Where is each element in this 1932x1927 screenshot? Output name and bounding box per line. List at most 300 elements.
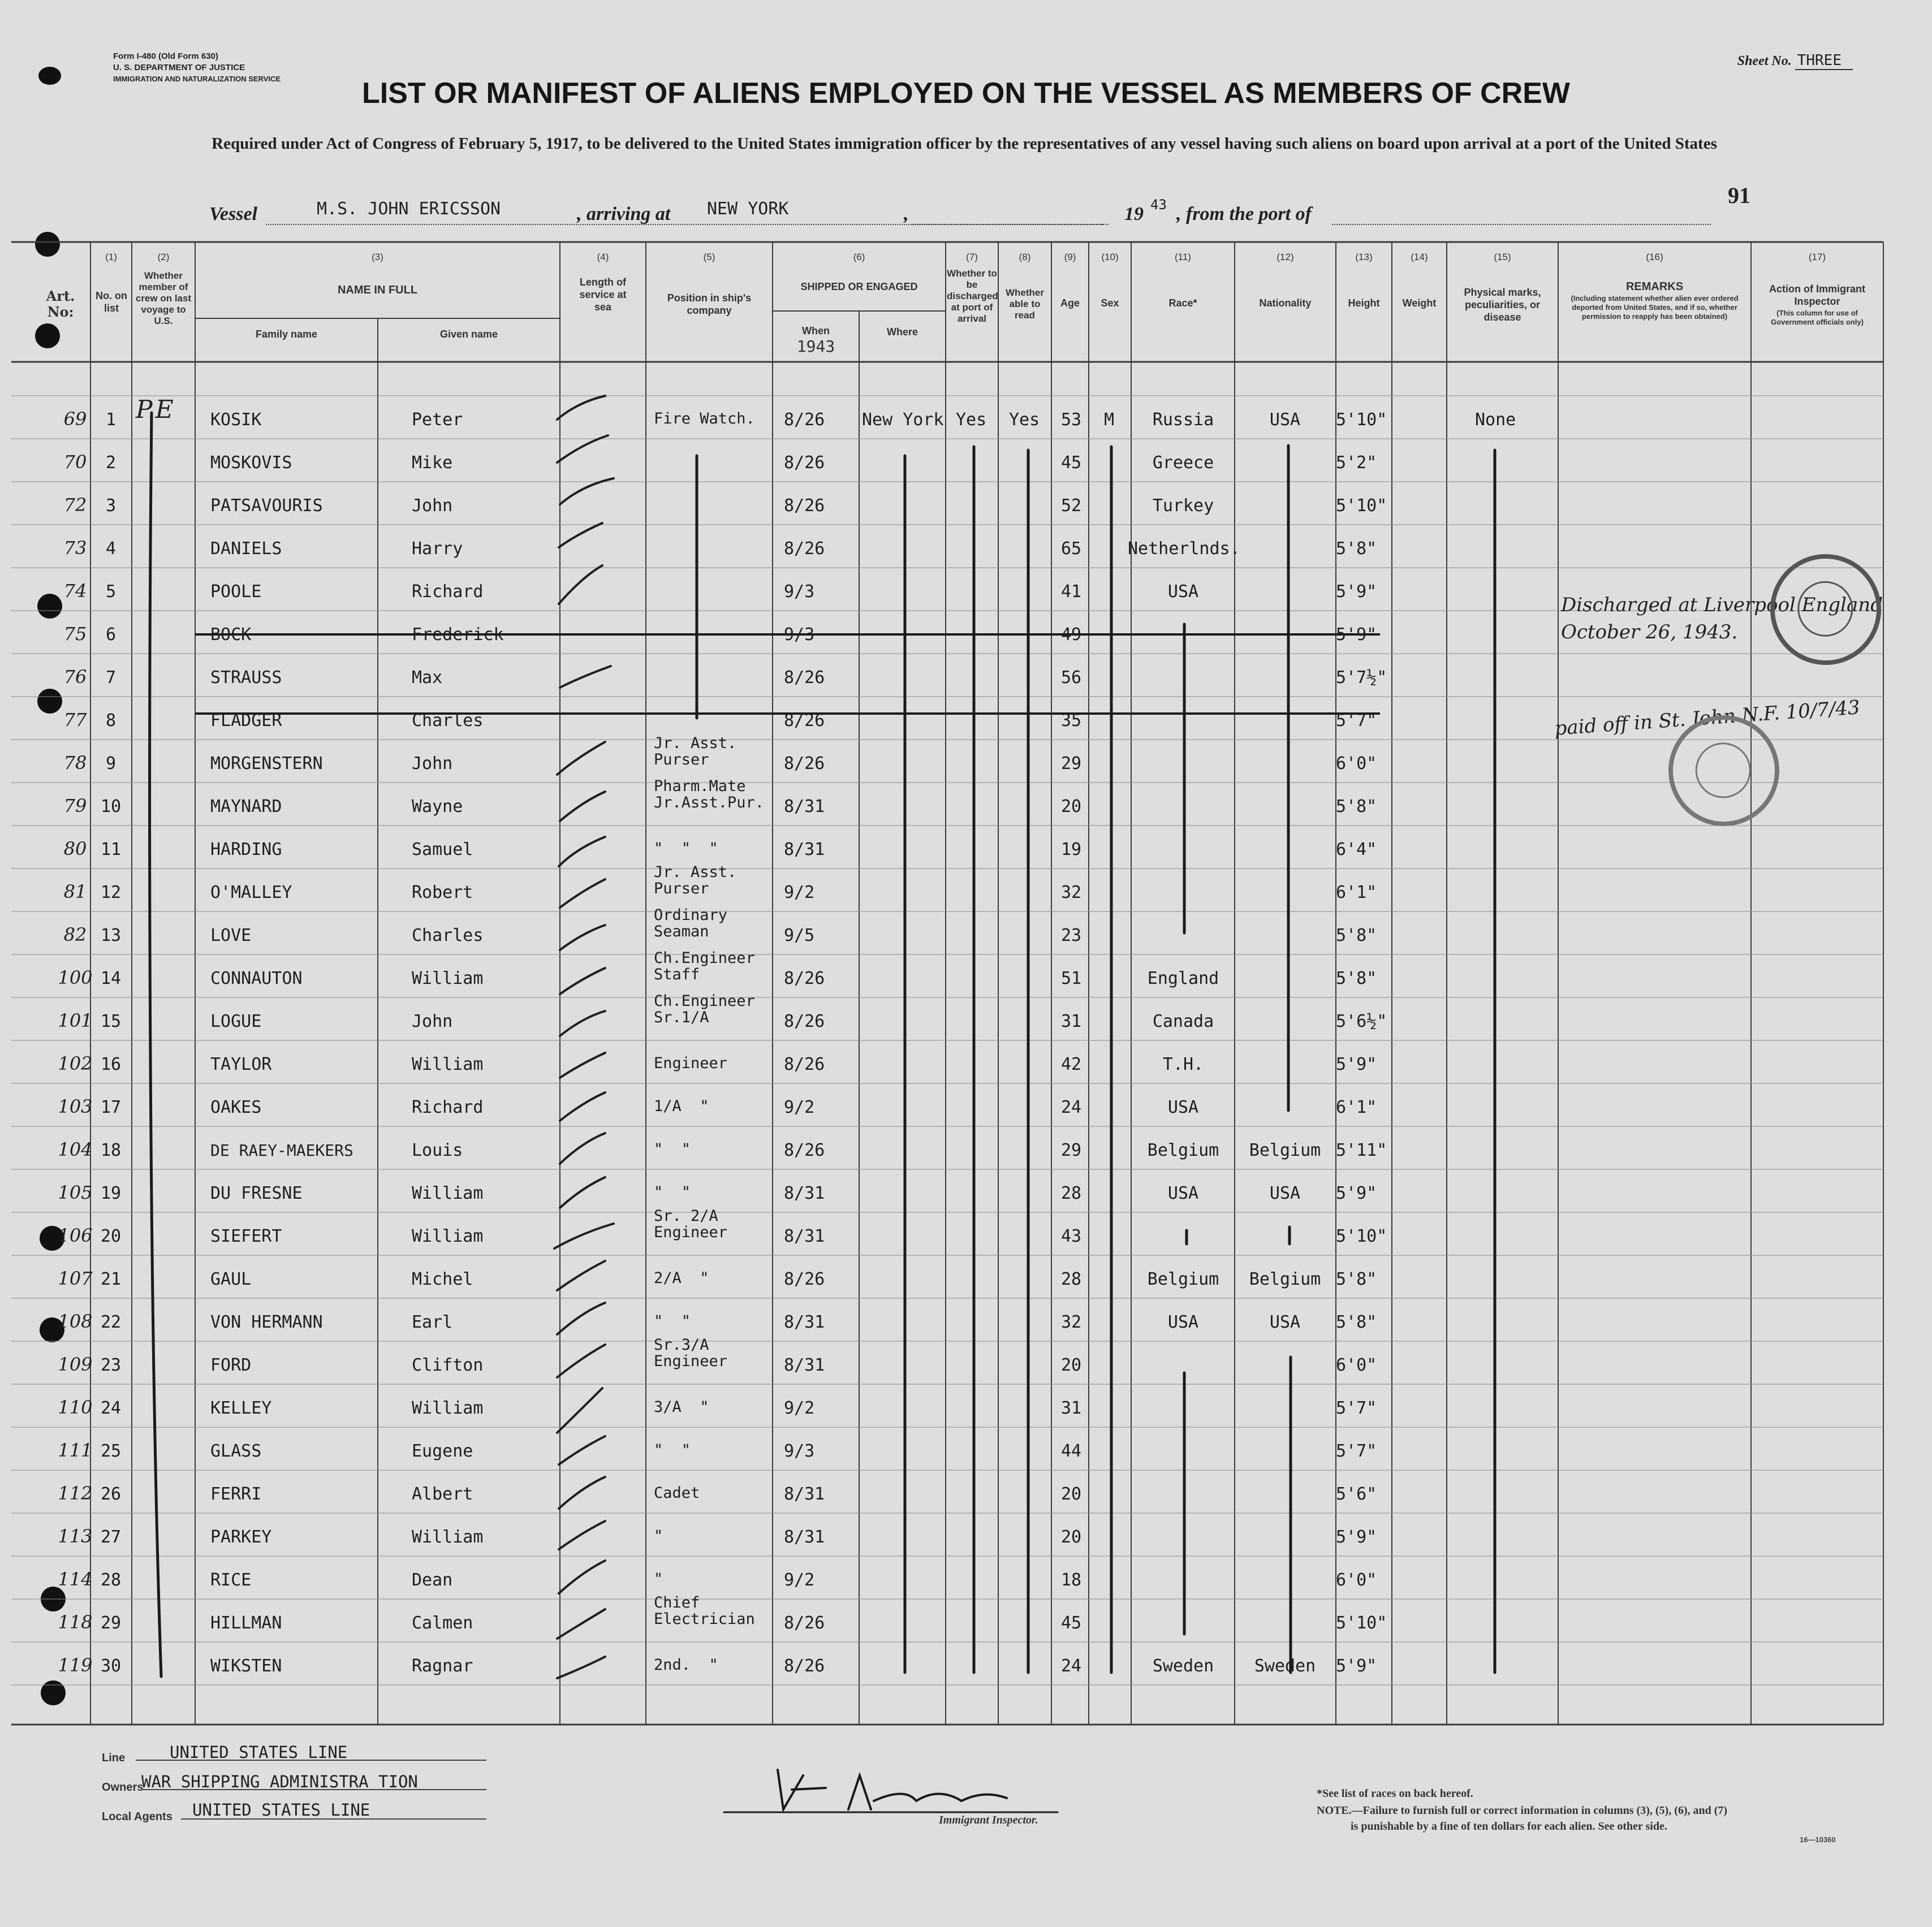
crew-row	[0, 1516, 1932, 1559]
art-number: 81	[63, 881, 87, 902]
position: Ordinary Seaman	[654, 906, 728, 940]
art-number: 105	[58, 1182, 93, 1203]
family-name: MOSKOVIS	[210, 453, 292, 473]
family-name: DU FRESNE	[210, 1183, 303, 1203]
art-number: 107	[58, 1268, 93, 1289]
crew-row	[0, 1087, 1932, 1130]
given-name: William	[412, 1183, 484, 1203]
form-number: Form I-480 (Old Form 630)	[113, 51, 218, 61]
given-name: William	[412, 1055, 484, 1074]
art-number: 108	[58, 1311, 93, 1332]
height: 5'6"	[1336, 1484, 1377, 1504]
height: 5'9"	[1336, 1183, 1377, 1203]
family-name: SIEFERT	[210, 1226, 282, 1246]
col16-number: (16)	[1646, 252, 1663, 262]
col10-header: Sex	[1101, 297, 1119, 309]
department-name: U. S. DEPARTMENT OF JUSTICE	[113, 63, 245, 72]
height: 5'10"	[1336, 496, 1387, 516]
crew-row	[0, 1207, 1932, 1259]
art-no-label: Art. No:	[46, 288, 75, 320]
age: 52	[1061, 496, 1082, 516]
art-number: 104	[58, 1139, 93, 1160]
position: Sr.3/A Engineer	[654, 1336, 728, 1370]
race: Netherlnds.	[1128, 539, 1240, 559]
given-name: William	[412, 1527, 484, 1547]
height: 5'9"	[1336, 582, 1377, 602]
when-year: 1943	[796, 337, 835, 356]
given-name: Earl	[412, 1312, 453, 1332]
height: 5'11"	[1336, 1140, 1387, 1160]
crew-row	[0, 949, 1932, 1001]
family-name: LOVE	[210, 926, 252, 945]
crew-row	[0, 485, 1932, 528]
year-suffix: 43	[1150, 197, 1167, 213]
age: 20	[1061, 1484, 1082, 1504]
art-number: 106	[58, 1225, 93, 1246]
col15-number: (15)	[1494, 252, 1511, 262]
list-number: 28	[100, 1570, 122, 1590]
art-number: 75	[63, 623, 87, 645]
list-number: 8	[105, 711, 117, 731]
col12-header: Nationality	[1259, 297, 1312, 309]
shipped-when: 8/31	[784, 1527, 825, 1547]
col5-header: Position in ship's company	[667, 292, 752, 316]
year-prefix: 19	[1124, 204, 1144, 224]
age: 45	[1061, 453, 1082, 473]
age: 19	[1061, 840, 1082, 859]
crew-row	[0, 1645, 1932, 1688]
shipped-when: 8/26	[784, 1012, 825, 1031]
col14-number: (14)	[1411, 252, 1428, 262]
col13-number: (13)	[1355, 252, 1373, 262]
shipped-when: 9/2	[784, 1098, 815, 1117]
age: 35	[1061, 711, 1082, 731]
given-name: John	[412, 496, 453, 516]
age: 31	[1061, 1398, 1082, 1418]
height: 5'7"	[1336, 1398, 1377, 1418]
shipped-when: 8/26	[784, 1269, 825, 1289]
position: Jr. Asst. Purser	[654, 734, 737, 768]
line-value: UNITED STATES LINE	[170, 1743, 348, 1762]
family-name: O'MALLEY	[210, 883, 292, 902]
position: "	[654, 1527, 663, 1545]
art-number: 76	[63, 666, 87, 688]
age: 29	[1061, 754, 1082, 774]
family-name: RICE	[210, 1570, 252, 1590]
given-name: Louis	[412, 1140, 463, 1160]
able-to-read: Yes	[1009, 410, 1040, 430]
sheet-number-value: THREE	[1795, 52, 1853, 70]
line-label: Line	[102, 1752, 126, 1764]
remark-bock-discharged: Discharged at Liverpool England October 26, 1943.	[1561, 594, 1883, 643]
age: 41	[1061, 582, 1082, 602]
height: 6'0"	[1336, 1570, 1377, 1590]
art-number: 113	[58, 1526, 93, 1547]
shipped-when: 8/26	[784, 969, 825, 988]
given-name: Albert	[412, 1484, 473, 1504]
family-name: MORGENSTERN	[210, 754, 323, 774]
shipped-when: 9/2	[784, 1398, 815, 1418]
age: 45	[1061, 1613, 1082, 1633]
col7-header: Whether to be discharged at port of arrival	[947, 268, 998, 324]
shipped-when: 8/31	[784, 1312, 825, 1332]
sex: M	[1104, 410, 1115, 430]
owners-value: WAR SHIPPING ADMINISTRA TION	[141, 1772, 418, 1791]
art-number: 112	[58, 1483, 93, 1504]
age: 31	[1061, 1012, 1082, 1031]
given-name: Richard	[412, 1098, 484, 1117]
height: 5'9"	[1336, 1055, 1377, 1074]
age: 44	[1061, 1441, 1082, 1461]
list-number: 1	[105, 410, 117, 430]
crew-row	[0, 1302, 1932, 1345]
family-name: CONNAUTON	[210, 969, 303, 988]
list-number: 30	[100, 1656, 122, 1676]
nationality: USA	[1269, 1183, 1301, 1203]
position: Fire Watch.	[654, 410, 755, 427]
given-name: Eugene	[412, 1441, 473, 1461]
col2-header: Whether member of crew on last voyage to U.S.	[135, 270, 192, 326]
from-port-label: , from the port of	[1176, 204, 1312, 224]
list-number: 23	[100, 1355, 122, 1375]
given-name: Peter	[412, 410, 463, 430]
col4-header: Length of service at sea	[579, 276, 627, 313]
given-name: Clifton	[412, 1355, 484, 1375]
races-note: *See list of races on back hereof.	[1317, 1787, 1473, 1800]
list-number: 26	[100, 1484, 122, 1504]
arriving-label: , arriving at	[577, 204, 671, 224]
vessel-name: M.S. JOHN ERICSSON	[317, 199, 501, 219]
list-number: 7	[105, 668, 117, 688]
art-number: 78	[63, 752, 87, 774]
col1-header: No. on list	[96, 290, 127, 314]
family-name: GLASS	[210, 1441, 262, 1461]
height: 5'2"	[1336, 453, 1377, 473]
col9-header: Age	[1060, 297, 1080, 309]
position: 2nd. "	[654, 1656, 718, 1674]
race: Russia	[1152, 410, 1214, 430]
crew-row	[0, 1388, 1932, 1431]
family-name: KOSIK	[210, 410, 262, 430]
age: 24	[1061, 1656, 1082, 1676]
list-number: 18	[100, 1140, 122, 1160]
art-number: 100	[58, 967, 93, 988]
list-number: 24	[100, 1398, 122, 1418]
race: Sweden	[1152, 1656, 1214, 1676]
crew-row	[0, 1044, 1932, 1087]
nationality: USA	[1269, 1312, 1301, 1332]
art-number: 114	[58, 1569, 93, 1590]
crew-row	[0, 1173, 1932, 1216]
given-name: Charles	[412, 711, 484, 731]
where-header: Where	[886, 326, 918, 338]
race: T.H.	[1162, 1055, 1204, 1074]
list-number: 14	[100, 969, 122, 988]
position: " "	[654, 1312, 691, 1330]
col5-number: (5)	[703, 252, 715, 262]
race: USA	[1167, 1312, 1199, 1332]
given-name: Max	[412, 668, 443, 688]
shipped-when: 8/26	[784, 711, 825, 731]
when-header: When	[802, 325, 830, 336]
art-number: 73	[63, 537, 87, 559]
age: 65	[1061, 539, 1082, 559]
height: 6'1"	[1336, 1098, 1377, 1117]
family-name: PATSAVOURIS	[210, 496, 323, 516]
agents-value: UNITED STATES LINE	[192, 1800, 370, 1820]
height: 5'6½"	[1336, 1012, 1387, 1031]
height: 5'7½"	[1336, 668, 1387, 688]
nationality: Belgium	[1249, 1269, 1321, 1289]
page-subtitle: Required under Act of Congress of February 5, 1917, to be delivered to the United States immigration officer by the representatives of any vessel having such aliens on board upon arrival at a port of the United States	[212, 135, 1717, 153]
penalty-note: NOTE.—Failure to furnish full or correct information in columns (3), (5), (6), and (7)	[1317, 1804, 1728, 1817]
height: 6'4"	[1336, 840, 1377, 859]
given-name: Samuel	[412, 840, 473, 859]
col9-number: (9)	[1064, 252, 1076, 262]
owners-label: Owners	[102, 1781, 144, 1794]
family-name: FORD	[210, 1355, 252, 1375]
family-name: OAKES	[210, 1098, 262, 1117]
given-name: Charles	[412, 926, 484, 945]
position: Jr. Asst. Purser	[654, 863, 737, 897]
height: 5'7"	[1336, 1441, 1377, 1461]
inspector-signature	[724, 1770, 1058, 1812]
page-number: 91	[1728, 183, 1750, 208]
age: 32	[1061, 883, 1082, 902]
shipped-when: 8/31	[784, 1226, 825, 1246]
art-number: 103	[58, 1096, 93, 1117]
penalty-note-cont: is punishable by a fine of ten dollars for each alien. See other side.	[1351, 1820, 1667, 1833]
col3-header: NAME IN FULL	[337, 284, 418, 296]
position: Ch.Engineer Sr.1/A	[654, 992, 755, 1026]
col13-header: Height	[1348, 297, 1380, 309]
position: " "	[654, 1183, 691, 1201]
shipped-when: 8/26	[784, 668, 825, 688]
shipped-when: 9/3	[784, 582, 815, 602]
age: 18	[1061, 1570, 1082, 1590]
family-name: HILLMAN	[210, 1613, 282, 1633]
list-number: 15	[100, 1012, 122, 1031]
list-number: 19	[100, 1183, 122, 1203]
position: Pharm.Mate Jr.Asst.Pur.	[654, 777, 765, 811]
height: 5'8"	[1336, 1269, 1377, 1289]
remark-fladger-paid-off: paid off in St. John N.F. 10/7/43	[1554, 696, 1861, 740]
height: 5'9"	[1336, 1656, 1377, 1676]
position: Sr. 2/A Engineer	[654, 1207, 728, 1241]
art-number: 74	[63, 580, 87, 602]
list-number: 16	[100, 1055, 122, 1074]
family-name-header: Family name	[255, 329, 318, 340]
discharge-flag: Yes	[956, 410, 987, 430]
given-name: Mike	[412, 453, 453, 473]
position: 2/A "	[654, 1269, 709, 1287]
shipped-when: 9/3	[784, 1441, 815, 1461]
race: Belgium	[1147, 1140, 1219, 1160]
age: 53	[1061, 410, 1082, 430]
voyage-line: Vessel M.S. JOHN ERICSSON , arriving at NEW YORK , 19 43 , from the port of	[209, 197, 1736, 225]
crew-row	[0, 1559, 1932, 1602]
family-name: WIKSTEN	[210, 1656, 282, 1676]
position: Chief Electrician	[654, 1594, 755, 1628]
height: 5'10"	[1336, 410, 1387, 430]
list-number: 27	[100, 1527, 122, 1547]
col15-header: Physical marks, peculiarities, or disease	[1464, 287, 1541, 323]
page-title: LIST OR MANIFEST OF ALIENS EMPLOYED ON THE VESSEL AS MEMBERS OF CREW	[362, 77, 1570, 110]
art-number: 119	[58, 1654, 93, 1676]
given-name: William	[412, 1226, 484, 1246]
age: 20	[1061, 1355, 1082, 1375]
list-number: 2	[105, 453, 117, 473]
age: 20	[1061, 797, 1082, 816]
race: Canada	[1152, 1012, 1214, 1031]
shipped-when: 8/26	[784, 1055, 825, 1074]
height: 5'8"	[1336, 1312, 1377, 1332]
art-number: 80	[63, 838, 87, 859]
list-number: 3	[105, 496, 117, 516]
art-number: 82	[63, 924, 87, 945]
list-number: 20	[100, 1226, 122, 1246]
given-name: John	[412, 1012, 453, 1031]
family-name: PARKEY	[210, 1527, 272, 1547]
family-name: MAYNARD	[210, 797, 282, 816]
given-name: Calmen	[412, 1613, 473, 1633]
vessel-label: Vessel	[209, 204, 257, 224]
position: " "	[654, 1140, 691, 1158]
shipped-when: 9/5	[784, 926, 815, 945]
list-number: 17	[100, 1098, 122, 1117]
crew-row	[0, 395, 1932, 442]
col4-number: (4)	[597, 252, 609, 262]
crew-row	[0, 1336, 1932, 1388]
given-name: Wayne	[412, 797, 463, 816]
given-name: Robert	[412, 883, 473, 902]
shipped-when: 8/31	[784, 1183, 825, 1203]
list-number: 5	[105, 582, 117, 602]
race: Turkey	[1152, 496, 1214, 516]
position: Cadet	[654, 1484, 700, 1502]
crew-row	[0, 829, 1932, 872]
art-number: 72	[63, 494, 87, 516]
position: "	[654, 1570, 663, 1588]
col6-header: SHIPPED OR ENGAGED	[800, 281, 918, 292]
col6-number: (6)	[853, 252, 865, 262]
art-number: 70	[63, 451, 87, 473]
age: 32	[1061, 1312, 1082, 1332]
family-name: STRAUSS	[210, 668, 282, 688]
given-name: Ragnar	[412, 1656, 473, 1676]
height: 5'10"	[1336, 1226, 1387, 1246]
age: 20	[1061, 1527, 1082, 1547]
col3-number: (3)	[372, 252, 383, 262]
col11-header: Race*	[1168, 297, 1197, 309]
race: USA	[1167, 1098, 1199, 1117]
shipped-where: New York	[862, 410, 944, 430]
family-name: TAYLOR	[210, 1055, 272, 1074]
list-number: 13	[100, 926, 122, 945]
given-name: John	[412, 754, 453, 774]
crew-row	[0, 777, 1932, 829]
col17-number: (17)	[1808, 252, 1826, 262]
print-code: 16—10360	[1800, 1835, 1836, 1844]
given-name: Richard	[412, 582, 484, 602]
shipped-when: 8/26	[784, 1140, 825, 1160]
age: 43	[1061, 1226, 1082, 1246]
arrival-port: NEW YORK	[707, 199, 789, 219]
nationality: Belgium	[1249, 1140, 1321, 1160]
race: England	[1147, 969, 1219, 988]
race: USA	[1167, 582, 1199, 602]
height: 5'8"	[1336, 926, 1377, 945]
crew-row	[0, 863, 1932, 915]
shipped-when: 8/26	[784, 453, 825, 473]
given-name-header: Given name	[439, 329, 498, 340]
crew-row	[0, 906, 1932, 958]
crew-row	[0, 528, 1932, 571]
position: " " "	[654, 840, 718, 857]
col17-note: (This column for use of Government officials only)	[1771, 309, 1864, 326]
given-name: Dean	[412, 1570, 453, 1590]
physical-marks: None	[1475, 410, 1516, 430]
race: Belgium	[1147, 1269, 1219, 1289]
sheet-number-label: Sheet No.	[1737, 54, 1792, 68]
col7-number: (7)	[966, 252, 978, 262]
art-number: 102	[58, 1053, 93, 1074]
family-name: DE RAEY-MAEKERS	[210, 1141, 353, 1160]
list-number: 25	[100, 1441, 122, 1461]
art-number: 110	[58, 1397, 93, 1418]
crew-row	[0, 1431, 1932, 1474]
col16-note: (Including statement whether alien ever ordered deported from United States, and if so, whether permission to reapply has been obtained)	[1571, 294, 1739, 321]
family-name: VON HERMANN	[210, 1312, 323, 1332]
shipped-when: 8/31	[784, 840, 825, 859]
col11-number: (11)	[1175, 252, 1191, 262]
position: 1/A "	[654, 1098, 709, 1115]
height: 6'0"	[1336, 754, 1377, 774]
family-name: KELLEY	[210, 1398, 272, 1418]
art-number: 69	[63, 408, 87, 430]
age: 56	[1061, 668, 1082, 688]
age: 51	[1061, 969, 1082, 988]
col17-header: Action of Immigrant Inspector	[1769, 283, 1865, 307]
crew-row	[0, 1594, 1932, 1645]
nationality: Sweden	[1254, 1656, 1316, 1676]
col16-header: REMARKS	[1625, 280, 1684, 293]
shipped-when: 8/26	[784, 754, 825, 774]
crew-row	[0, 1130, 1932, 1173]
family-name: FERRI	[210, 1484, 262, 1504]
col10-number: (10)	[1101, 252, 1119, 262]
nationality: USA	[1269, 410, 1301, 430]
shipped-when: 9/2	[784, 1570, 815, 1590]
col2-number: (2)	[157, 252, 170, 262]
shipped-when: 8/31	[784, 1355, 825, 1375]
crew-row	[0, 1259, 1932, 1302]
list-number: 10	[100, 797, 122, 816]
previous-voyage: P.E	[136, 395, 174, 424]
crew-row	[0, 1474, 1932, 1516]
crew-row	[0, 657, 1932, 700]
art-number: 111	[58, 1440, 93, 1461]
given-name: Harry	[412, 539, 463, 559]
height: 5'9"	[1336, 625, 1377, 645]
shipped-when: 8/31	[784, 1484, 825, 1504]
shipped-when: 8/26	[784, 539, 825, 559]
list-number: 4	[105, 539, 117, 559]
family-name: FLADGER	[210, 711, 282, 731]
col12-number: (12)	[1276, 252, 1294, 262]
position: 3/A "	[654, 1398, 709, 1416]
family-name: LOGUE	[210, 1012, 262, 1031]
